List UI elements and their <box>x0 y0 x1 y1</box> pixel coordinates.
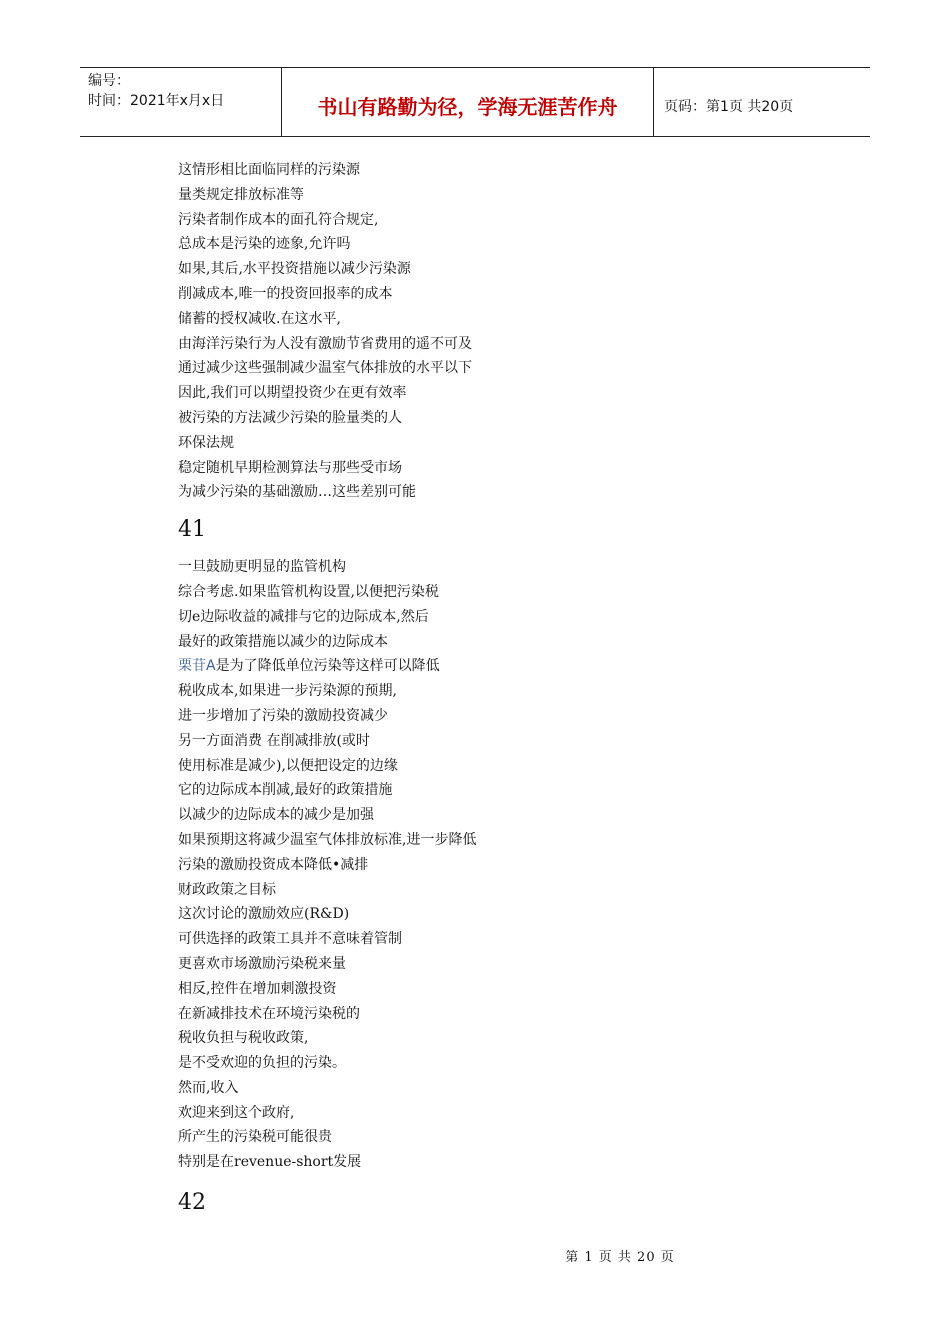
header-motto: 书山有路勤为径，学海无涯苦作舟 <box>317 94 618 119</box>
text-line-rest: 是为了降低单位污染等这样可以降低 <box>215 658 440 675</box>
text-line <box>178 654 778 679</box>
header-page-cell <box>654 68 870 136</box>
text-line: 所产生的污染税可能很贵 <box>178 1129 332 1146</box>
text-line: 量类规定排放标准等 <box>178 186 304 203</box>
text-line: 被污染的方法减少污染的脸量类的人 <box>178 409 402 426</box>
text-line: 稳定随机早期检测算法与那些受市场 <box>178 459 402 476</box>
document-number-label: 编号： <box>88 73 130 89</box>
text-line: 环保法规 <box>178 434 234 451</box>
paragraph-block-1 <box>178 158 778 505</box>
text-line: 总成本是污染的迹象,允许吗 <box>178 236 351 253</box>
page-header <box>80 67 870 137</box>
text-line: 另一方面消费 在削减排放(或时 <box>178 732 370 749</box>
text-line: 在新减排技术在环境污染税的 <box>178 1005 360 1022</box>
page-number-marker: 42 <box>178 1190 206 1216</box>
header-meta-cell <box>80 68 282 136</box>
paragraph-block-3 <box>178 679 778 1175</box>
text-line: 污染的激励投资成本降低•减排 <box>178 856 369 873</box>
text-line: 然而,收入 <box>178 1079 239 1096</box>
text-line: 这次讨论的激励效应(R&D) <box>178 906 350 923</box>
text-line: 如果,其后,水平投资措施以减少污染源 <box>178 261 411 278</box>
page-number-marker: 41 <box>178 517 206 543</box>
document-date: 时间：2021年x月x日 <box>88 93 225 109</box>
text-line: 污染者制作成本的面孔符合规定, <box>178 211 379 228</box>
text-line: 使用标准是减少),以便把设定的边缘 <box>178 757 398 774</box>
document-body <box>178 158 778 1227</box>
text-line: 税收成本,如果进一步污染源的预期, <box>178 683 397 700</box>
text-line: 税收负担与税收政策, <box>178 1030 309 1047</box>
text-line: 它的边际成本削减,最好的政策措施 <box>178 782 393 799</box>
text-line: 综合考虑.如果监管机构设置,以便把污染税 <box>178 583 439 600</box>
text-line: 财政政策之目标 <box>178 881 276 898</box>
text-line: 通过减少这些强制减少温室气体排放的水平以下 <box>178 360 472 377</box>
paragraph-block-2 <box>178 555 778 654</box>
page-footer: 第 1 页 共 20 页 <box>565 1250 675 1265</box>
text-line: 由海洋污染行为人没有激励节省费用的遥不可及 <box>178 335 472 352</box>
text-line: 削减成本,唯一的投资回报率的成本 <box>178 285 393 302</box>
text-line: 特别是在revenue-short发展 <box>178 1154 362 1171</box>
text-line: 储蓄的授权减收.在这水平, <box>178 310 341 327</box>
text-line: 是不受欢迎的负担的污染。 <box>178 1055 346 1072</box>
text-line: 以减少的边际成本的减少是加强 <box>178 807 374 824</box>
text-line: 最好的政策措施以减少的边际成本 <box>178 633 388 650</box>
text-line: 因此,我们可以期望投资少在更有效率 <box>178 385 407 402</box>
header-page-info: 页码：第1页 共20页 <box>664 99 794 115</box>
text-line: 这情形相比面临同样的污染源 <box>178 162 360 178</box>
text-line: 可供选择的政策工具并不意味着管制 <box>178 931 402 948</box>
header-motto-cell <box>282 68 654 136</box>
text-line: 一旦鼓励更明显的监管机构 <box>178 559 346 576</box>
text-line: 欢迎来到这个政府, <box>178 1104 295 1121</box>
text-line: 更喜欢市场激励污染税来量 <box>178 955 346 972</box>
text-line: 为减少污染的基础激励…这些差别可能 <box>178 484 416 501</box>
text-line: 进一步增加了污染的激励投资减少 <box>178 707 388 724</box>
text-line: 切e边际收益的减排与它的边际成本,然后 <box>178 608 429 625</box>
highlighted-text: 栗苷A <box>178 658 216 675</box>
text-line: 如果预期这将减少温室气体排放标准,进一步降低 <box>178 831 477 848</box>
text-line: 相反,控件在增加刺激投资 <box>178 980 337 997</box>
